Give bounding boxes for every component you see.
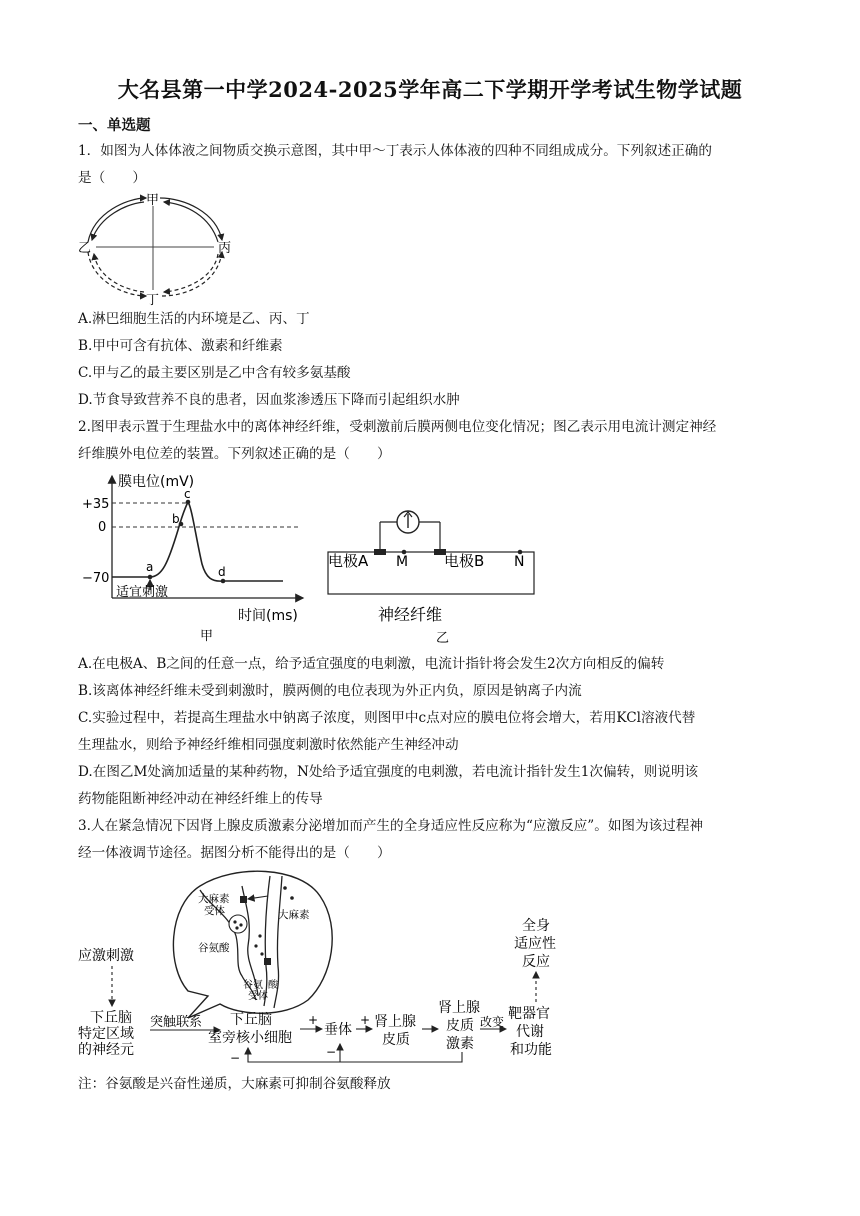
hypo-area-1: 下丘脑 xyxy=(90,1010,132,1026)
point-d: d xyxy=(218,565,226,579)
target-label-1: 靶器官 xyxy=(508,1006,550,1022)
q1-option-d: D.节食导致营养不良的患者，因血浆渗透压下降而引起组织水肿 xyxy=(78,392,460,408)
q3-stem-line1: 3.人在紧急情况下因肾上腺皮质激素分泌增加而产生的全身适应性反应称为“应激反应”。如图为该过程神 xyxy=(78,818,703,834)
hormone-label-3: 激素 xyxy=(446,1036,474,1052)
q2-option-a: A.在电极A、B之间的任意一点，给予适宜强度的电刺激，电流计指针将会发生2次方向相反的偏转 xyxy=(78,656,665,672)
stimulus-label: 适宜刺激 xyxy=(116,585,169,600)
q2-option-d-cont: 药物能阻断神经冲动在神经纤维上的传导 xyxy=(78,791,323,807)
glu-receptor-label-2: 酸 xyxy=(268,980,278,991)
adrenal-label-1: 肾上腺 xyxy=(374,1014,416,1030)
response-label-3: 反应 xyxy=(522,954,550,970)
graph-x-label: 时间(ms) xyxy=(238,608,298,624)
synapse-label: 突触联系 xyxy=(150,1015,203,1030)
q2-galvanometer-setup xyxy=(320,488,550,648)
cb-receptor-label-1: 大麻素 xyxy=(198,893,230,905)
q2-option-d: D.在图乙M处滴加适量的某种药物，N处给予适宜强度的电刺激，若电流计指针发生1次偏转，则说明该 xyxy=(78,764,699,780)
hypo-area-3: 的神经元 xyxy=(78,1042,134,1058)
point-c: c xyxy=(184,487,191,501)
target-label-3: 和功能 xyxy=(510,1042,552,1058)
ytick-0: 0 xyxy=(98,520,107,535)
hormone-label-1: 肾上腺 xyxy=(438,1000,480,1016)
q3-note: 注：谷氨酸是兴奋性递质，大麻素可抑制谷氨酸释放 xyxy=(78,1076,391,1092)
fig-caption-yi: 乙 xyxy=(436,631,450,646)
q2-option-c-cont: 生理盐水，则给予神经纤维相同强度刺激时依然能产生神经冲动 xyxy=(78,737,459,753)
q3-stem-line2: 经一体液调节途径。据图分析不能得出的是（ ） xyxy=(78,845,391,861)
glu-receptor-label-1: 谷氨 xyxy=(243,980,263,991)
fluid-label-yi: 乙 xyxy=(78,241,92,256)
response-label-1: 全身 xyxy=(522,918,550,934)
fluid-label-ding: 丁 xyxy=(146,293,160,306)
exam-title: 大名县第一中学2024-2025学年高二下学期开学考试生物学试题 xyxy=(117,77,743,102)
section-heading: 一、单选题 xyxy=(78,117,151,134)
q3-stress-response-diagram xyxy=(70,866,590,1071)
ytick-minus70: −70 xyxy=(82,571,110,586)
pituitary-label: 垂体 xyxy=(324,1022,352,1038)
hormone-label-2: 皮质 xyxy=(446,1018,474,1034)
minus-1: − xyxy=(230,1051,241,1065)
point-n-label: N xyxy=(514,554,525,570)
point-a: a xyxy=(146,560,154,574)
q2-stem-line1: 2.图甲表示置于生理盐水中的离体神经纤维，受刺激前后膜两侧电位变化情况；图乙表示用电流计测定神经 xyxy=(78,419,717,435)
nerve-fiber-label: 神经纤维 xyxy=(378,605,443,624)
q2-option-b: B.该离体神经纤维未受到刺激时，膜两侧的电位表现为外正内负，原因是钠离子内流 xyxy=(78,683,582,699)
point-m-label: M xyxy=(396,554,409,570)
q1-stem-line1: 1．如图为人体体液之间物质交换示意图，其中甲～丁表示人体体液的四种不同组成成分。下列叙述正确的 xyxy=(78,143,712,159)
adrenal-label-2: 皮质 xyxy=(382,1032,410,1048)
graph-y-label: 膜电位(mV) xyxy=(118,474,195,490)
pvn-label-2: 室旁核小细胞 xyxy=(208,1030,292,1046)
q2-option-c: C.实验过程中，若提高生理盐水中钠离子浓度，则图甲中c点对应的膜电位将会增大，若用KCl溶液代替 xyxy=(78,710,696,726)
q1-stem-line2: 是（ ） xyxy=(78,170,146,186)
target-label-2: 代谢 xyxy=(516,1024,544,1040)
fig-caption-jia: 甲 xyxy=(200,629,214,644)
glutamate-label: 谷氨酸 xyxy=(198,942,230,954)
q1-option-c: C.甲与乙的最主要区别是乙中含有较多氨基酸 xyxy=(78,365,351,381)
cb-receptor-label-2: 受体 xyxy=(204,905,225,917)
q2-stem-line2: 纤维膜外电位差的装置。下列叙述正确的是（ ） xyxy=(78,446,391,462)
q1-option-b: B.甲中可含有抗体、激素和纤维素 xyxy=(78,338,283,354)
plus-1: + xyxy=(308,1013,319,1027)
pvn-label-1: 下丘脑 xyxy=(230,1012,272,1028)
ytick-plus35: +35 xyxy=(82,497,110,512)
plus-2: + xyxy=(360,1013,371,1027)
q1-body-fluid-diagram xyxy=(76,190,236,306)
glu-receptor-label-3: 受体 xyxy=(248,991,268,1002)
q1-option-a: A.淋巴细胞生活的内环境是乙、丙、丁 xyxy=(78,311,310,327)
electrode-b-label: 电极B xyxy=(444,552,485,570)
stress-stimulus: 应激刺激 xyxy=(78,948,134,964)
response-label-2: 适应性 xyxy=(514,936,556,952)
point-b: b xyxy=(172,512,180,526)
change-label: 改变 xyxy=(480,1015,505,1029)
cannabinoid-label: 大麻素 xyxy=(278,909,310,921)
minus-2: − xyxy=(326,1045,337,1059)
electrode-a-label: 电极A xyxy=(328,552,369,570)
hypo-area-2: 特定区域 xyxy=(78,1026,134,1042)
fluid-label-jia: 甲 xyxy=(146,193,160,208)
fluid-label-bing: 丙 xyxy=(218,241,232,256)
q2-membrane-potential-graph xyxy=(78,468,318,648)
